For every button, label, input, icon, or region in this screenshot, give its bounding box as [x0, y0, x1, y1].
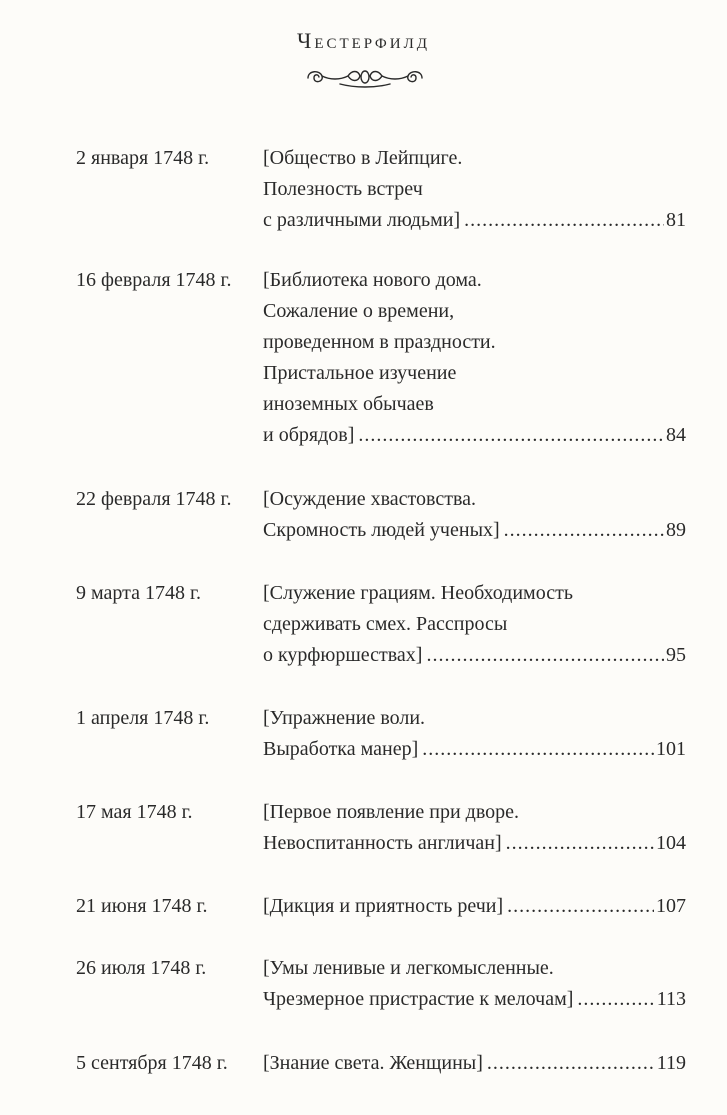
entry-line: и обрядов]: [263, 424, 355, 446]
ornament-flourish-icon: [300, 64, 430, 92]
entry-description: [263, 797, 686, 859]
dot-leader: [504, 515, 664, 546]
page-number[interactable]: 113: [656, 988, 686, 1010]
page-number[interactable]: 119: [656, 1052, 686, 1074]
entry-line: Выработка манер]: [263, 738, 419, 760]
entry-line: [Осуждение хвастовства.: [263, 488, 477, 510]
page-number[interactable]: 107: [656, 895, 686, 917]
dot-leader: [577, 984, 654, 1015]
dot-leader: [507, 891, 654, 922]
dot-leader: [487, 1048, 655, 1079]
entry-date: 26 июля 1748 г.: [76, 957, 207, 979]
entry-last-line: [263, 891, 686, 922]
entry-last-line: [263, 420, 686, 451]
entry-line: иноземных обычаев: [263, 393, 434, 415]
entry-line: о курфюршествах]: [263, 644, 423, 666]
page-number[interactable]: 101: [656, 738, 686, 760]
entry-line: Пристальное изучение: [263, 362, 457, 384]
page-number[interactable]: 95: [666, 644, 686, 666]
entry-last-line: [263, 734, 686, 765]
entry-line: [Упражнение воли.: [263, 707, 426, 729]
entry-last-line: [263, 640, 686, 671]
running-head-title: Честерфилд: [297, 28, 430, 53]
entry-date: 2 января 1748 г.: [76, 147, 210, 169]
entry-description: [263, 578, 686, 671]
entry-last-line: [263, 984, 686, 1015]
entry-description: [263, 143, 686, 236]
page-number[interactable]: 81: [666, 209, 686, 231]
entry-line: [Дикция и приятность речи]: [263, 895, 504, 917]
dot-leader: [422, 734, 654, 765]
entry-line: Невоспитанность англичан]: [263, 832, 502, 854]
entry-last-line: [263, 828, 686, 859]
entry-date: 1 апреля 1748 г.: [76, 707, 210, 729]
dot-leader: [426, 640, 664, 671]
entry-description: [263, 484, 686, 546]
entry-date: 9 марта 1748 г.: [76, 582, 201, 604]
entry-description: [263, 891, 686, 922]
entry-date: 22 февраля 1748 г.: [76, 488, 232, 510]
entry-line: Сожаление о времени,: [263, 300, 455, 322]
entry-line: [Первое появление при дворе.: [263, 801, 520, 823]
entry-line: [Библиотека нового дома.: [263, 269, 482, 291]
page-number[interactable]: 104: [656, 832, 686, 854]
entry-last-line: [263, 1048, 686, 1079]
entry-date: 17 мая 1748 г.: [76, 801, 193, 823]
entry-date: 5 сентября 1748 г.: [76, 1052, 228, 1074]
entry-line: [Общество в Лейпциге.: [263, 147, 463, 169]
entry-line: с различными людьми]: [263, 209, 461, 231]
entry-line: проведенном в праздности.: [263, 331, 496, 353]
dot-leader: [358, 420, 664, 451]
entry-line: [Служение грациям. Необходимость: [263, 582, 573, 604]
page-number[interactable]: 89: [666, 519, 686, 541]
entry-line: Скромность людей ученых]: [263, 519, 500, 541]
entry-last-line: [263, 205, 686, 236]
entry-last-line: [263, 515, 686, 546]
entry-date: 16 февраля 1748 г.: [76, 269, 232, 291]
entry-line: [Умы ленивые и легкомысленные.: [263, 957, 554, 979]
entry-date: 21 июня 1748 г.: [76, 895, 208, 917]
entry-line: Чрезмерное пристрастие к мелочам]: [263, 988, 574, 1010]
entry-description: [263, 265, 686, 451]
entry-description: [263, 1048, 686, 1079]
dot-leader: [464, 205, 664, 236]
entry-description: [263, 703, 686, 765]
entry-description: [263, 953, 686, 1015]
page-number[interactable]: 84: [666, 424, 686, 446]
entry-line: сдерживать смех. Расспросы: [263, 613, 508, 635]
dot-leader: [506, 828, 654, 859]
entry-line: Полезность встреч: [263, 178, 423, 200]
entry-line: [Знание света. Женщины]: [263, 1052, 483, 1074]
